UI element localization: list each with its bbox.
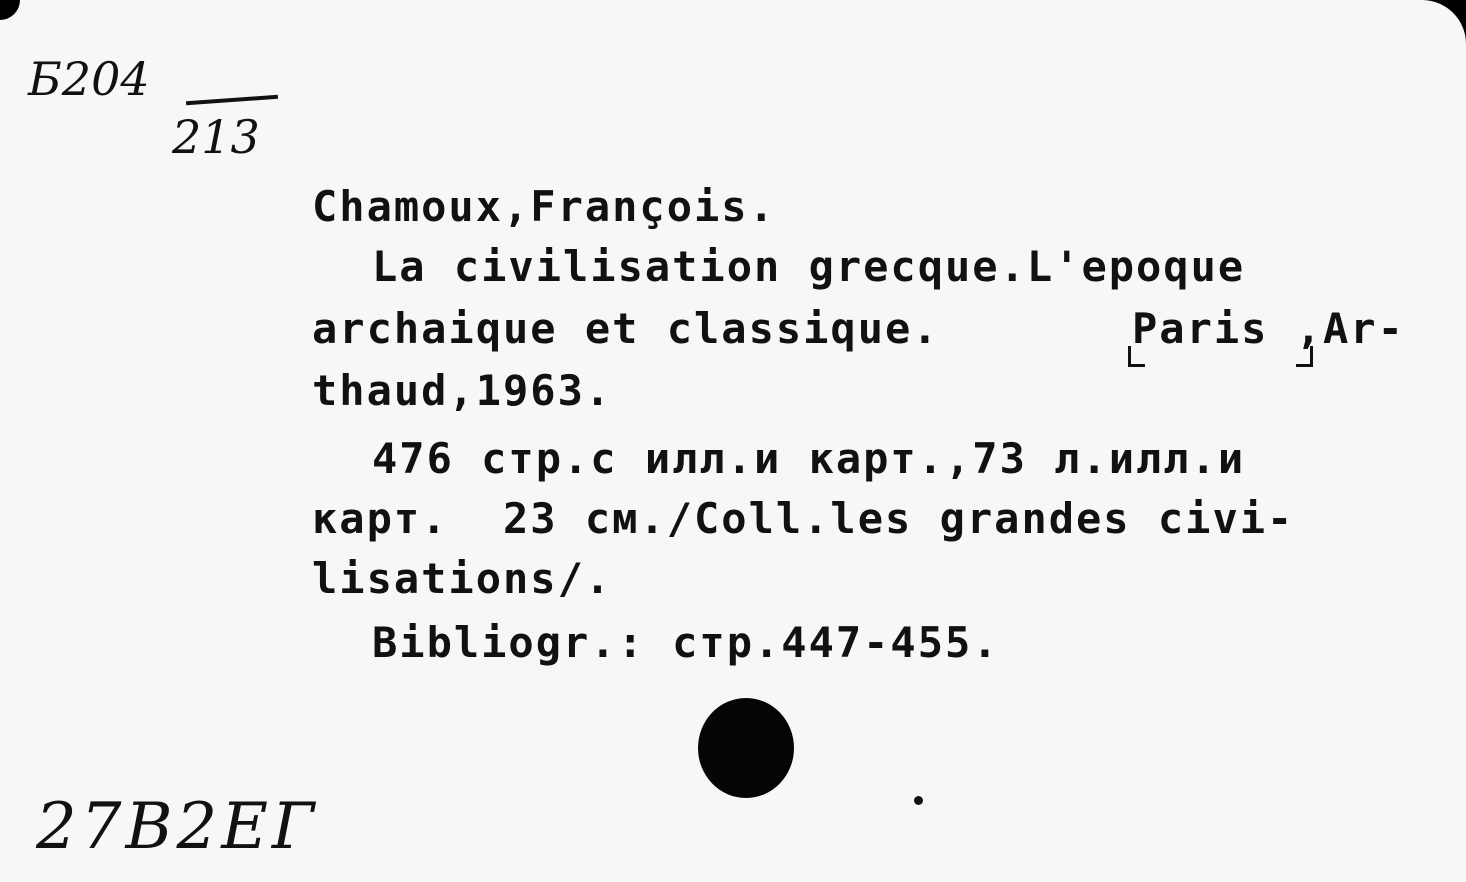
- place-bracket-left: [1128, 346, 1145, 367]
- place-bracket-right: [1296, 346, 1313, 367]
- entry-collation-line-1: 476 стр.с илл.и карт.,73 л.илл.и: [372, 434, 1246, 483]
- shelfmark-numerator: Б204: [28, 52, 150, 106]
- shelfmark-denominator: 213: [172, 110, 260, 164]
- card-punch-hole: [698, 698, 794, 798]
- ink-dot: [914, 796, 923, 805]
- entry-collation-line-2: карт. 23 см./Coll.les grandes civi-: [312, 494, 1295, 543]
- shelfmark-fraction-bar: [186, 95, 278, 105]
- card-corner-shadow: [0, 0, 20, 20]
- entry-title-line-1: La civilisation grecque.L'epoque: [372, 242, 1246, 291]
- entry-title-line-2b: Paris ,Ar-: [1132, 304, 1405, 353]
- entry-title-line-3: thaud,1963.: [312, 366, 613, 415]
- entry-author: Chamoux,François.: [312, 182, 776, 231]
- entry-title-line-2a: archaique et classique.: [312, 304, 940, 353]
- entry-collation-line-3: lisations/.: [312, 554, 613, 603]
- entry-bibliography-note: Bibliogr.: стр.447-455.: [372, 618, 1000, 667]
- inventory-mark: 27В2ЕГ: [36, 790, 319, 864]
